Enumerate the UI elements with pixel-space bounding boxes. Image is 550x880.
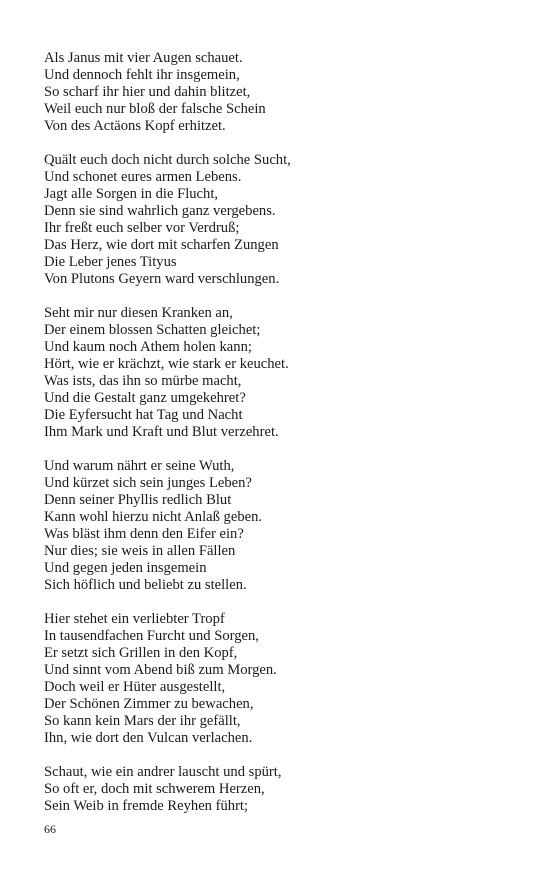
poem-line: Von Plutons Geyern ward verschlungen. (44, 271, 280, 287)
poem-line: Quält euch doch nicht durch solche Sucht, (44, 152, 291, 168)
poem-line: Ihr freßt euch selber vor Verdruß; (44, 220, 240, 236)
poem-line: Er setzt sich Grillen in den Kopf, (44, 645, 238, 661)
poem-line: Der Schönen Zimmer zu bewachen, (44, 696, 254, 712)
stanza-6 (44, 764, 514, 815)
poem-line: Sein Weib in fremde Reyhen führt; (44, 798, 249, 814)
poem-line: Sich höflich und beliebt zu stellen. (44, 577, 247, 593)
poem-line: In tausendfachen Furcht und Sorgen, (44, 628, 259, 644)
poem-line: Als Janus mit vier Augen schauet. (44, 50, 243, 66)
poem-line: Kann wohl hierzu nicht Anlaß geben. (44, 509, 263, 525)
poem-line: Denn sie sind wahrlich ganz vergebens. (44, 203, 276, 219)
poem-line: So oft er, doch mit schwerem Herzen, (44, 781, 265, 797)
poem-line: Seht mir nur diesen Kranken an, (44, 305, 233, 321)
poem-line: Hört, wie er krächzt, wie stark er keuchet. (44, 356, 289, 372)
poem-line: Und die Gestalt ganz umgekehret? (44, 390, 246, 406)
poem-line: Und warum nährt er seine Wuth, (44, 458, 235, 474)
poem-line: Und kaum noch Athem holen kann; (44, 339, 252, 355)
poem-line: Der einem blossen Schatten gleichet; (44, 322, 261, 338)
poem-line: Was bläst ihm denn den Eifer ein? (44, 526, 244, 542)
poem-line: So scharf ihr hier und dahin blitzet, (44, 84, 251, 100)
stanza-5 (44, 611, 514, 747)
poem-line: Und sinnt vom Abend biß zum Morgen. (44, 662, 277, 678)
poem-line: Ihn, wie dort den Vulcan verlachen. (44, 730, 253, 746)
poem-line: Weil euch nur bloß der falsche Schein (44, 101, 266, 117)
poem-line: Denn seiner Phyllis redlich Blut (44, 492, 232, 508)
page-number: 66 (44, 822, 56, 836)
poem-line: Und schonet eures armen Lebens. (44, 169, 242, 185)
poem-line: Hier stehet ein verliebter Tropf (44, 611, 225, 627)
poem-line: Die Eyfersucht hat Tag und Nacht (44, 407, 243, 423)
poem-line: Doch weil er Hüter ausgestellt, (44, 679, 226, 695)
poem-line: So kann kein Mars der ihr gefällt, (44, 713, 241, 729)
poem-line: Und dennoch fehlt ihr insgemein, (44, 67, 240, 83)
poem-line: Was ists, das ihn so mürbe macht, (44, 373, 242, 389)
stanza-1 (44, 50, 514, 135)
stanza-4 (44, 458, 514, 594)
stanza-2 (44, 152, 514, 288)
poem-line: Nur dies; sie weis in allen Fällen (44, 543, 236, 559)
poem-line: Ihm Mark und Kraft und Blut verzehret. (44, 424, 279, 440)
poem-body (44, 50, 514, 832)
poem-line: Von des Actäons Kopf erhitzet. (44, 118, 226, 134)
poem-line: Jagt alle Sorgen in die Flucht, (44, 186, 219, 202)
poem-line: Und kürzet sich sein junges Leben? (44, 475, 252, 491)
poem-line: Und gegen jeden insgemein (44, 560, 207, 576)
poem-line: Das Herz, wie dort mit scharfen Zungen (44, 237, 279, 253)
poem-line: Die Leber jenes Tityus (44, 254, 177, 270)
poem-line: Schaut, wie ein andrer lauscht und spürt, (44, 764, 282, 780)
stanza-3 (44, 305, 514, 441)
